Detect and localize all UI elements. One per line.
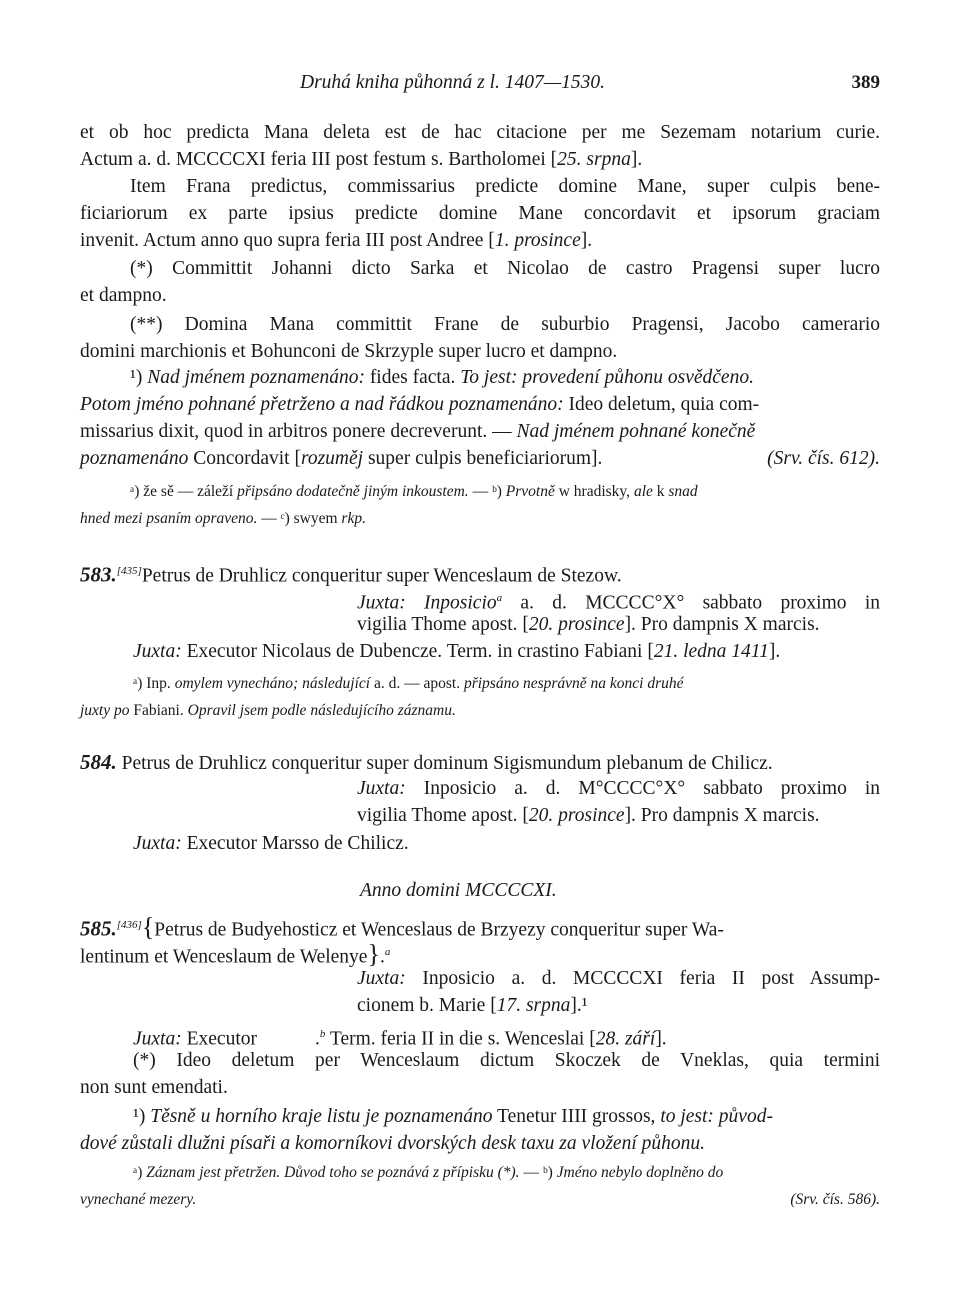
text-line: (**) Domina Mana committit Frane de suburbio Pragensi, Jacobo camerario [130,314,880,335]
page-number: 389 [851,72,880,93]
note-line: dové zůstali dlužni písaři a komorníkovi dvorských desk taxu za vložení půhonu. [80,1133,705,1154]
entry-583-line: Juxta: Inposicio$^a$ a. d. MCCCC°X° sabbato proximo in [357,592,880,614]
entry-584-line: 584. Petrus de Druhlicz conqueritur super dominum Sigismundum plebanum de Chilicz. [80,750,773,774]
note-line: Potom jméno pohnané přetrženo a nad řádkou poznamenáno: Ideo deletum, quia com- [80,394,760,415]
entry-583-line: Juxta: Executor Nicolaus de Dubencze. Term. in crastino Fabiani [21. ledna 1411]. [133,641,781,662]
cross-reference: (Srv. čís. 586). [790,1191,880,1208]
text-line: (*) Committit Johanni dicto Sarka et Nicolao de castro Pragensi super lucro [130,258,880,279]
brace-open: { [141,912,155,942]
entry-584-line: vigilia Thome apost. [20. prosince]. Pro dampnis X marcis. [357,805,820,826]
footnote-line: vynechané mezery. [80,1191,197,1208]
running-title: Druhá kniha půhonná z l. 1407—1530. [300,72,605,93]
text-line: et dampno. [80,285,167,306]
brace-close: } [367,939,380,969]
text-line: et ob hoc predicta Mana deleta est de hac citacione per me Sezemam notarium curie. [80,122,880,143]
entry-585-line: Juxta: Executor .$^b$ Term. feria II in die s. Wenceslai [28. září]. [133,1028,667,1050]
entry-585-line: cionem b. Marie [17. srpna].¹ [357,995,588,1016]
text-line: Actum a. d. MCCCCXI feria III post festum s. Bartholomei [25. srpna]. [80,149,643,170]
footnote-line: hned mezi psaním opraveno. — ᶜ) swyem rkp. [80,510,366,527]
text-line: ficiariorum ex parte ipsius predicte domine Mane concordavit et ipsorum graciam [80,203,880,224]
note-line: missarius dixit, quod in arbitros ponere decreverunt. — Nad jménem pohnané konečně [80,421,756,442]
entry-number: 585. [80,916,117,941]
entry-585-line: non sunt emendati. [80,1077,228,1098]
entry-583-line: 583.[435]Petrus de Druhlicz conqueritur super Wenceslaum de Stezow. [80,562,622,587]
footnote-line: ᵃ) že sě — záleží připsáno dodatečně jiným inkoustem. — ᵇ) Prvotně w hradisky, ale k snad [130,483,698,500]
footnote-line: juxty po Fabiani. Opravil jsem podle následujícího záznamu. [80,702,456,719]
cross-reference: (Srv. čís. 612). [767,448,880,469]
entry-584-line: Juxta: Inposicio a. d. M°CCCC°X° sabbato proximo in [357,778,880,799]
note-line: ¹) Nad jménem poznamenáno: fides facta. To jest: provedení půhonu osvědčeno. [130,367,754,388]
entry-number: 584. [80,750,117,774]
entry-584-line: Juxta: Executor Marsso de Chilicz. [133,833,409,854]
footnote-line: ᵃ) Inp. omylem vynecháno; následující a. d. — apost. připsáno nesprávně na konci druhé [133,675,684,692]
footnote-line: ᵃ) Záznam jest přetržen. Důvod toho se poznává z přípisku (*). — ᵇ) Jméno nebylo doplněno do [133,1164,724,1181]
year-heading: Anno domini MCCCCXI. [360,880,557,901]
entry-number: 583. [80,562,117,587]
text-line: Item Frana predictus, commissarius predicte domine Mane, super culpis bene- [130,176,880,197]
text-line: invenit. Actum anno quo supra feria III post Andree [1. prosince]. [80,230,593,251]
note-line: ¹) Těsně u horního kraje listu je poznamenáno Tenetur IIII grossos, to jest: původ- [133,1106,773,1127]
note-line: poznamenáno Concordavit [rozuměj super culpis beneficiariorum]. [80,448,603,469]
entry-583-line: vigilia Thome apost. [20. prosince]. Pro dampnis X marcis. [357,614,820,635]
text-line: domini marchionis et Bohunconi de Skrzyple super lucro et dampno. [80,341,618,362]
entry-585-line: Juxta: Inposicio a. d. MCCCCXI feria II post Assump- [357,968,880,989]
entry-585-line: 585.[436]{Petrus de Budyehosticz et Wenceslaus de Brzyezy conqueritur super Wa- [80,912,724,942]
entry-585-line: (*) Ideo deletum per Wenceslaum dictum Skoczek de Vneklas, quia termini [133,1050,880,1071]
entry-585-line: lentinum et Wenceslaum de Welenye}.$^a$ [80,939,391,969]
